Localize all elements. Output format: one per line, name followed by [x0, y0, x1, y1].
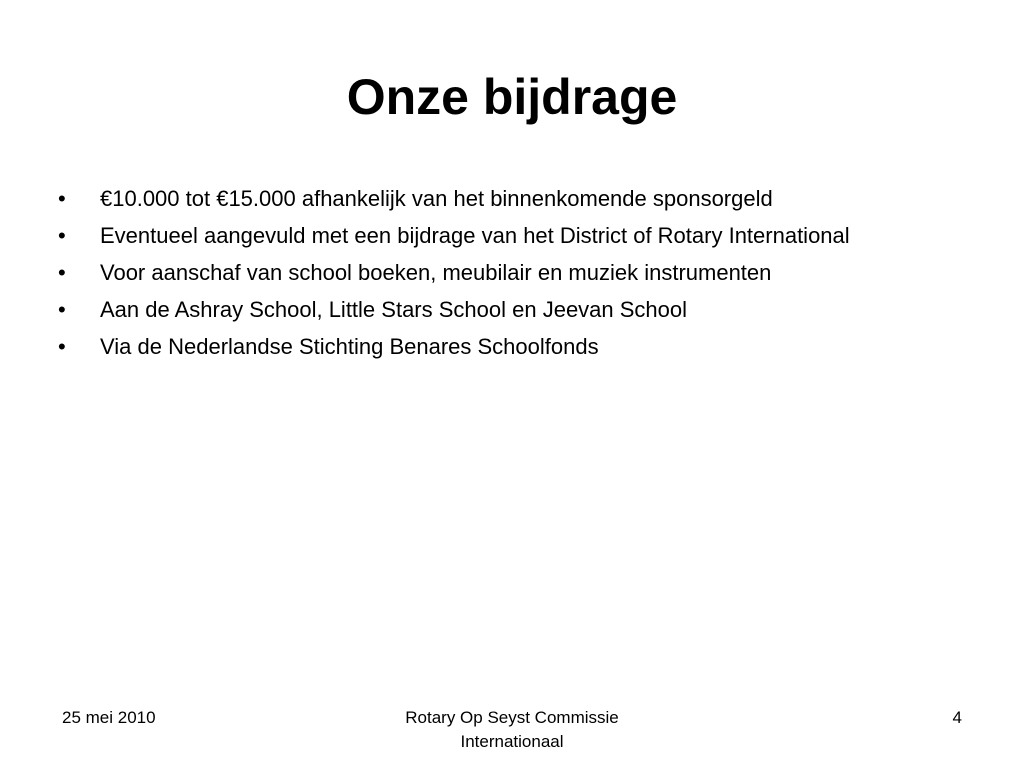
- page-number: 4: [952, 708, 962, 727]
- bullet-item: [58, 221, 958, 251]
- bullet-list: [58, 184, 958, 369]
- bullet-text: Voor aanschaf van school boeken, meubilair en muziek instrumenten: [100, 260, 772, 285]
- bullet-item: [58, 258, 958, 288]
- slide-footer: [0, 706, 1024, 756]
- bullet-dot-icon: •: [58, 297, 66, 322]
- bullet-item: [58, 184, 958, 214]
- bullet-dot-icon: •: [58, 334, 66, 359]
- bullet-item: [58, 332, 958, 362]
- bullet-text: €10.000 tot €15.000 afhankelijk van het binnenkomende sponsorgeld: [100, 186, 773, 211]
- bullet-item: [58, 295, 958, 325]
- footer-organization: [362, 706, 662, 754]
- bullet-dot-icon: •: [58, 186, 66, 211]
- footer-organization-line1: Rotary Op Seyst Commissie: [405, 708, 619, 727]
- bullet-text: Via de Nederlandse Stichting Benares Schoolfonds: [100, 334, 599, 359]
- footer-date: 25 mei 2010: [62, 708, 156, 727]
- footer-organization-line2: Internationaal: [460, 732, 564, 751]
- slide-title: Onze bijdrage: [346, 69, 678, 125]
- bullet-text: Aan de Ashray School, Little Stars School en Jeevan School: [100, 297, 688, 322]
- bullet-text: Eventueel aangevuld met een bijdrage van het District of Rotary International: [100, 223, 850, 248]
- bullet-dot-icon: •: [58, 260, 66, 285]
- bullet-dot-icon: •: [58, 223, 66, 248]
